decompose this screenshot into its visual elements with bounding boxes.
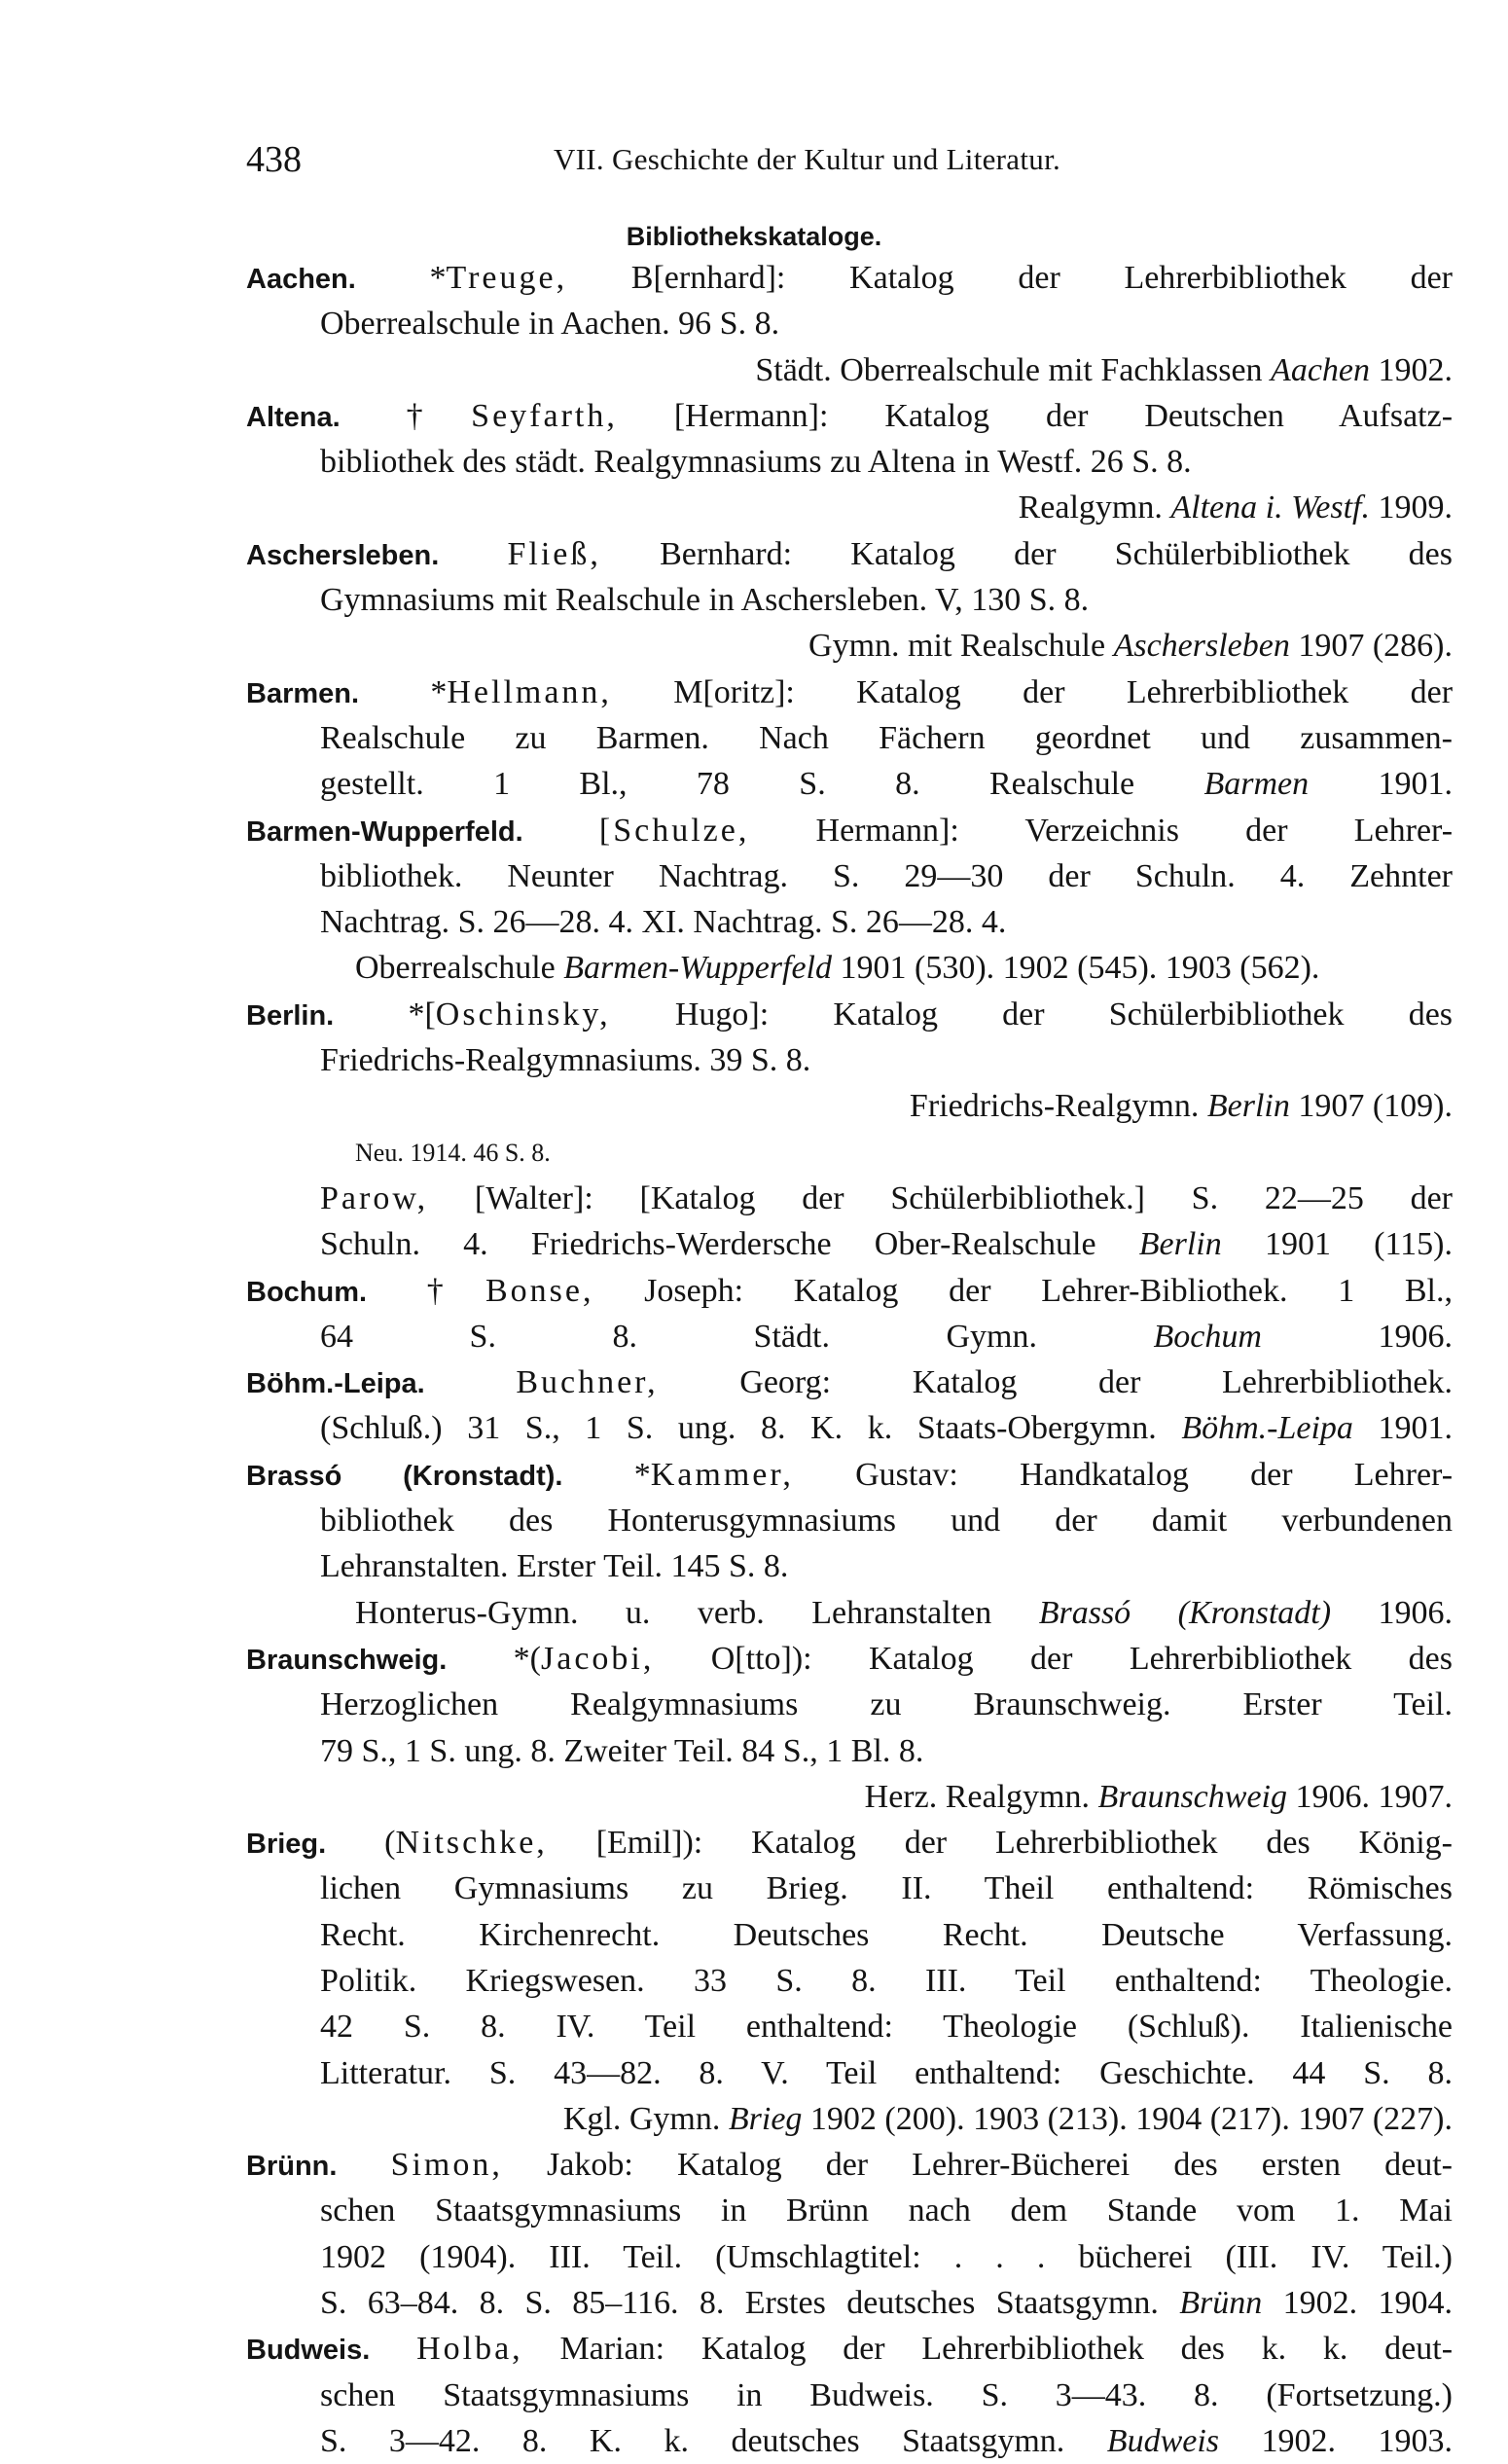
running-title: VII. Geschichte der Kultur und Literatur. [554, 142, 1061, 176]
imprint-place: Barmen-Wupperfeld [563, 950, 832, 987]
imprint-year: 1902. 1903. [1261, 2422, 1454, 2459]
entry-line: Gymnasiums mit Realschule in Aschersleben. V, 130 S. 8. [320, 582, 1090, 619]
place-name: Berlin. [246, 999, 335, 1032]
entry-text: Georg: Katalog der Lehrerbibliothek. [739, 1364, 1454, 1401]
entry-line [246, 2326, 1453, 2372]
place-name: Budweis. [246, 2335, 371, 2367]
institution: Städt. Oberrealschule mit Fachklassen [755, 351, 1263, 388]
imprint-place: Bochum [1153, 1318, 1262, 1355]
author-name: Kammer, [650, 1456, 794, 1493]
entry-marker: *[ [408, 996, 436, 1033]
imprint-year: 1901 (115). [1264, 1226, 1454, 1263]
entry-line [246, 393, 1453, 439]
institution: Herz. Realgymn. [864, 1778, 1090, 1815]
entry-imprint [246, 1314, 1453, 1359]
author-name: Bonse, [485, 1272, 594, 1309]
entry-line [246, 1636, 1453, 1682]
entry-budweis [246, 2326, 1453, 2464]
place-name: Barmen-Wupperfeld. [246, 815, 523, 848]
author-name: Hellmann, [447, 673, 612, 710]
entry-line [246, 255, 1453, 301]
entry-marker: * [429, 260, 447, 296]
entry-imprint [246, 485, 1453, 530]
entry-line [246, 2142, 1453, 2188]
page-header [246, 138, 1453, 187]
entry-text: Jakob: Katalog der Lehrer-Bücherei des ersten deut- [547, 2147, 1453, 2184]
entry-text: Hugo]: Katalog der Schülerbibliothek des [674, 996, 1454, 1033]
author-name: Holba, [416, 2331, 523, 2368]
entry-line: Nachtrag. S. 26—28. 4. XI. Nachtrag. S. 26—28. 4. [320, 904, 1007, 941]
imprint-place: Braunschweig [1097, 1778, 1287, 1815]
place-name: Aachen. [246, 264, 356, 295]
institution: Städt. Gymn. [753, 1318, 1037, 1355]
place-name: Brünn. [246, 2151, 338, 2183]
entry-imprint [246, 2280, 1453, 2326]
imprint-place: Berlin [1138, 1226, 1222, 1263]
entry-imprint [246, 1221, 1453, 1267]
author-name: Fließ, [507, 535, 601, 572]
entry-line: 1902 (1904). III. Teil. (Umschlagtitel: . . . bücherei (III. IV. Teil.) [320, 2238, 1453, 2275]
entry-bochum [246, 1268, 1453, 1360]
place-name: Brieg. [246, 1829, 327, 1861]
entry-line [246, 1176, 1453, 1221]
imprint-year: 1906. 1907. [1295, 1778, 1453, 1815]
author-name: [Schulze, [598, 812, 750, 849]
entry-boehm-leipa [246, 1359, 1453, 1452]
entry-text: gestellt. 1 Bl., 78 S. 8. [320, 766, 920, 803]
place-name: Böhm.-Leipa. [246, 1368, 425, 1400]
entry-barmen-wupperfeld [246, 808, 1453, 992]
entry-marker: * [633, 1456, 651, 1493]
entry-marker: ( [384, 1825, 396, 1862]
entry-imprint [246, 2418, 1453, 2464]
entry-text: Marian: Katalog der Lehrerbibliothek des k. k. deut- [559, 2331, 1454, 2368]
entry-line: bibliothek. Neunter Nachtrag. S. 29—30 der Schuln. 4. Zehnter [320, 857, 1453, 894]
entry-imprint [246, 945, 1453, 991]
institution: Honterus-Gymn. u. verb. Lehranstalten [355, 1594, 992, 1631]
institution: K. k. deutsches Staatsgymn. [589, 2422, 1065, 2459]
entry-text: O[tto]): Katalog der Lehrerbibliothek des [710, 1640, 1453, 1677]
entry-bruenn [246, 2142, 1453, 2326]
institution: Schuln. 4. Friedrichs-Werdersche Ober-Realschule [320, 1226, 1096, 1263]
entry-line [246, 992, 1453, 1037]
entry-text: [Emil]): Katalog der Lehrerbibliothek des König- [595, 1825, 1453, 1862]
entry-line [246, 808, 1453, 853]
entry-marker: * [430, 673, 448, 710]
entry-text: [Hermann]: Katalog der Deutschen Aufsatz- [673, 397, 1454, 434]
entry-imprint [246, 1590, 1453, 1636]
entry-berlin [246, 992, 1453, 1268]
author-name: Oschinsky, [435, 996, 611, 1033]
entry-line: bibliothek des Honterusgymnasiums und der damit verbundenen [320, 1503, 1453, 1540]
imprint-place: Böhm.-Leipa [1181, 1410, 1353, 1447]
author-name: Buchner, [516, 1364, 659, 1401]
entry-line: Herzoglichen Realgymnasiums zu Braunschweig. Erster Teil. [320, 1686, 1453, 1723]
entry-line: lichen Gymnasiums zu Brieg. II. Theil enthaltend: Römisches [320, 1870, 1453, 1907]
place-name: Brassó (Kronstadt). [246, 1460, 563, 1492]
place-name: Bochum. [246, 1276, 368, 1308]
entry-aachen [246, 255, 1453, 393]
entry-imprint [246, 1083, 1453, 1129]
author-name: Jacobi, [541, 1640, 655, 1677]
entry-brieg [246, 1820, 1453, 2142]
entry-text: S. 3—42. 8. [320, 2422, 548, 2459]
entry-text: 64 S. 8. [320, 1318, 637, 1355]
entry-text: M[oritz]: Katalog der Lehrerbibliothek der [673, 673, 1454, 710]
entry-altena [246, 393, 1453, 531]
entry-line: schen Staatsgymnasiums in Brünn nach dem Stande vom 1. Mai [320, 2192, 1453, 2229]
entry-imprint [246, 347, 1453, 393]
section-heading: Bibliothekskataloge. [626, 222, 882, 251]
author-name: Simon, [390, 2147, 503, 2184]
imprint-year: 1906. [1378, 1318, 1453, 1355]
entry-text: [Walter]: [Katalog der Schülerbibliothek.] S. 22—25 der [474, 1179, 1453, 1216]
imprint-place: Brünn [1179, 2285, 1263, 2322]
entry-line [246, 1359, 1453, 1405]
institution: (Schluß.) 31 S., 1 S. ung. 8. K. k. Staats-Obergymn. [320, 1410, 1157, 1447]
institution: S. 63–84. 8. S. 85–116. 8. Erstes deutsches Staatsgymn. [320, 2285, 1159, 2322]
imprint-year: 1902. [1378, 351, 1453, 388]
entry-marker: † [406, 397, 472, 434]
entry-text: Hermann]: Verzeichnis der Lehrer- [815, 812, 1454, 849]
place-name: Barmen. [246, 677, 360, 709]
entry-line: Politik. Kriegswesen. 33 S. 8. III. Teil enthaltend: Theologie. [320, 1962, 1453, 1999]
imprint-year: 1902 (200). 1903 (213). 1904 (217). 1907 (227). [809, 2100, 1453, 2137]
author-name: Parow, [320, 1179, 429, 1216]
imprint-place: Altena i. Westf. [1170, 489, 1370, 526]
imprint-year: 1907 (109). [1298, 1088, 1453, 1125]
entry-line: Realschule zu Barmen. Nach Fächern geordnet und zusammen- [320, 719, 1453, 756]
imprint-year: 1901. [1378, 1410, 1454, 1447]
entry-line [246, 1268, 1453, 1314]
entry-imprint [246, 1405, 1453, 1451]
page-number: 438 [246, 139, 302, 180]
institution: Gymn. mit Realschule [808, 628, 1106, 665]
entry-line: Friedrichs-Realgymnasiums. 39 S. 8. [320, 1042, 811, 1079]
entry-line: Oberrealschule in Aachen. 96 S. 8. [320, 306, 780, 343]
entry-line [246, 1820, 1453, 1866]
institution: Kgl. Gymn. [562, 2100, 721, 2137]
imprint-year: 1902. 1904. [1282, 2285, 1454, 2322]
entry-marker: *( [513, 1640, 541, 1677]
entry-line: bibliothek des städt. Realgymnasiums zu Altena in Westf. 26 S. 8. [320, 444, 1192, 481]
imprint-place: Aachen [1271, 351, 1370, 388]
entry-line [246, 531, 1453, 577]
entry-text: Joseph: Katalog der Lehrer-Bibliothek. 1 Bl., [644, 1272, 1453, 1309]
place-name: Braunschweig. [246, 1644, 448, 1676]
entry-line [246, 670, 1453, 715]
entry-aschersleben [246, 531, 1453, 670]
institution: Friedrichs-Realgymn. [909, 1088, 1200, 1125]
entry-line: schen Staatsgymnasiums in Budweis. S. 3—43. 8. (Fortsetzung.) [320, 2376, 1453, 2413]
imprint-place: Barmen [1203, 766, 1310, 803]
imprint-place: Brieg [728, 2100, 803, 2137]
institution: Realschule [988, 766, 1135, 803]
place-name: Altena. [246, 401, 341, 433]
entry-line: Litteratur. S. 43—82. 8. V. Teil enthaltend: Geschichte. 44 S. 8. [320, 2054, 1453, 2091]
entry-imprint [246, 761, 1453, 807]
author-name: Seyfarth, [471, 397, 618, 434]
entry-brasso [246, 1452, 1453, 1636]
entry-line: 79 S., 1 S. ung. 8. Zweiter Teil. 84 S., 1 Bl. 8. [320, 1732, 924, 1769]
imprint-year: 1901 (530). 1902 (545). 1903 (562). [840, 950, 1320, 987]
author-name: Nitschke, [395, 1825, 548, 1862]
catalog-entries [246, 255, 1453, 2464]
imprint-place: Aschersleben [1113, 628, 1290, 665]
imprint-year: 1907 (286). [1298, 628, 1453, 665]
entry-line: Lehranstalten. Erster Teil. 145 S. 8. [320, 1548, 789, 1585]
place-name: Aschersleben. [246, 539, 440, 571]
author-name: Treuge, [446, 260, 568, 296]
imprint-year: 1909. [1378, 489, 1453, 526]
entry-imprint [246, 623, 1453, 669]
entry-line: Neu. 1914. 46 S. 8. [355, 1138, 551, 1167]
entry-line [246, 1452, 1453, 1498]
entry-marker: † [426, 1272, 485, 1309]
imprint-year: 1901. [1378, 766, 1454, 803]
entry-text: B[ernhard]: Katalog der Lehrerbibliothek der [630, 260, 1454, 296]
imprint-place: Budweis [1106, 2422, 1220, 2459]
institution: Oberrealschule [355, 950, 556, 987]
entry-text: Gustav: Handkatalog der Lehrer- [855, 1456, 1454, 1493]
entry-imprint [246, 2096, 1453, 2142]
entry-text: Bernhard: Katalog der Schülerbibliothek des [660, 535, 1454, 572]
imprint-year: 1906. [1378, 1594, 1454, 1631]
imprint-place: Berlin [1206, 1088, 1290, 1125]
institution: Realgymn. [1018, 489, 1163, 526]
entry-imprint [246, 1774, 1453, 1820]
entry-braunschweig [246, 1636, 1453, 1820]
entry-barmen [246, 670, 1453, 808]
imprint-place: Brassó (Kronstadt) [1038, 1594, 1332, 1631]
entry-line: 42 S. 8. IV. Teil enthaltend: Theologie (Schluß). Italienische [320, 2009, 1453, 2046]
entry-line: Recht. Kirchenrecht. Deutsches Recht. Deutsche Verfassung. [320, 1916, 1453, 1953]
